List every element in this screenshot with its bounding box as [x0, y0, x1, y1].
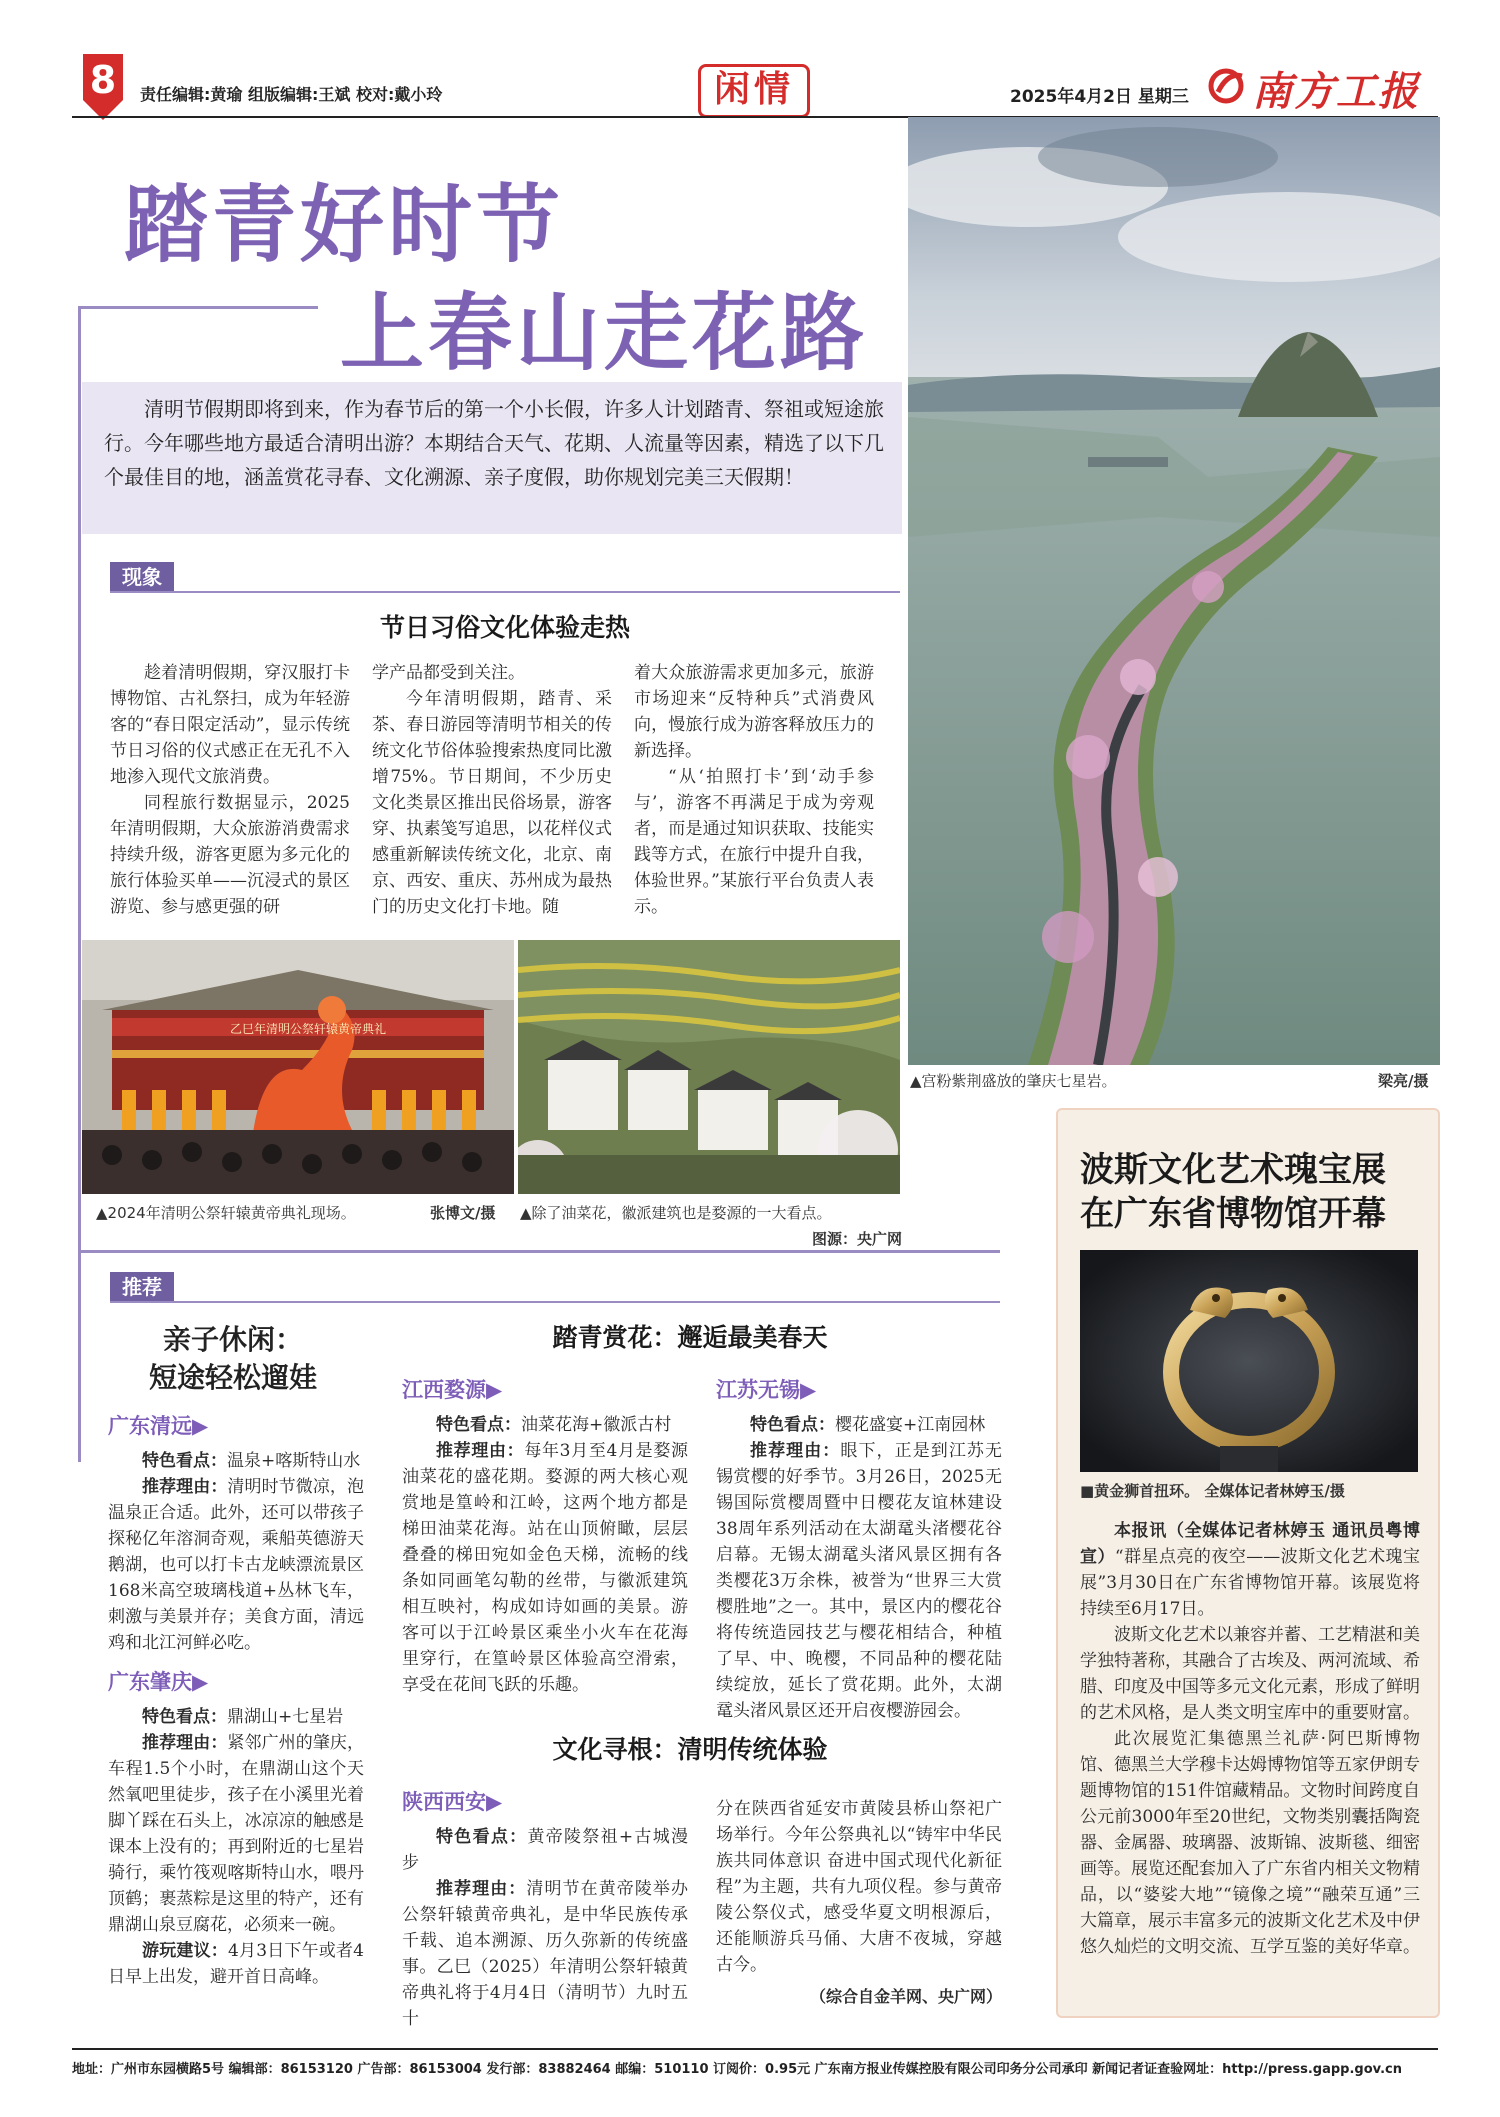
tip-label: 游玩建议：	[142, 1941, 228, 1961]
xian-block-continued	[716, 1796, 1002, 2010]
sidebar-title-line1: 波斯文化艺术瑰宝展	[1080, 1150, 1386, 1190]
section-tag-recommend: 推荐	[110, 1272, 174, 1302]
paragraph: 同程旅行数据显示，2025年清明假期，大众旅游消费需求持续升级，游客更愿为多元化的旅行体验买单——沉浸式的景区游览、参与感更强的研	[110, 793, 350, 917]
wuyuan-reason: 每年3月至4月是婺源油菜花的盛花期。婺源的两大核心观赏地是篁岭和江岭，这两个地方都是梯田油菜花海。站在山顶俯瞰，层层叠叠的梯田宛如金色天梯，流畅的线条如同画笔勾勒的丝带，与徽派建筑相互映衬，构成如诗如画的美景。游客可以于江岭景区乘坐小火车在花海里穿行，在篁岭景区体验高空滑索，享受在花间飞跃的乐趣。	[402, 1441, 688, 1695]
wuyuan-feature: 油菜花海+徽派古村	[521, 1415, 672, 1435]
main-title-line2: 上春山走花路	[340, 283, 869, 382]
sidebar-lead: “群星点亮的夜空——波斯文化艺术瑰宝展”3月30日在广东省博物馆开幕。该展览将持续至6月17日。	[1080, 1547, 1420, 1619]
ceremony-photo	[82, 940, 514, 1194]
family-title-line2: 短途轻松遛娃	[148, 1361, 317, 1394]
title-frame-bottom	[78, 1250, 1000, 1253]
paragraph: “从‘拍照打卡’到‘动手参与’，游客不再满足于成为旁观者，而是通过知识获取、技能实践等方式，在旅行中提升自我，体验世界。”某旅行平台负责人表示。	[634, 767, 874, 917]
reason-label: 推荐理由：	[142, 1477, 228, 1497]
paragraph: 趁着清明假期，穿汉服打卡博物馆、古礼祭扫，成为年轻游客的“春日限定活动”，显示传统节日习俗的仪式感正在无孔不入地渗入现代文旅消费。	[110, 663, 350, 787]
page-number-badge	[80, 52, 126, 122]
footer-info: 地址：广州市东园横路5号 编辑部：86153120 广告部：86153004 发行部：83882464 邮编：510110 订阅价：0.95元 广东南方报业传媒控股有限公司印务分公司承印 新闻记者证查验网址：http://press.gapp.gov.cn	[72, 2062, 1402, 2077]
section-rule-phenomenon	[110, 591, 900, 593]
feature-label: 特色看点：	[436, 1415, 521, 1435]
intro-box	[82, 382, 902, 534]
masthead-emblem-icon	[1208, 64, 1248, 108]
zhaoqing-tip: 4月3日下午或者4日早上出发，避开首日高峰。	[108, 1941, 364, 1987]
zhaoqing-feature: 鼎湖山+七星岩	[227, 1707, 344, 1727]
region-xian: 陕西西安▶	[402, 1790, 503, 1814]
sidebar-paragraph-2: 波斯文化艺术以兼容并蓄、工艺精湛和美学独特著称，其融合了古埃及、两河流域、希腊、印度及中国等多元文化元素，形成了鲜明的艺术风格，是人类文明宝库中的重要财富。	[1080, 1625, 1420, 1723]
ceremony-credit: 张博文/摄	[430, 1204, 496, 1222]
title-frame-top	[78, 306, 318, 309]
wuyuan-village-image	[518, 940, 900, 1194]
intro-text: 清明节假期即将到来，作为春节后的第一个小长假，许多人计划踏青、祭祖或短途旅行。今年哪些地方最适合清明出游？本期结合天气、花期、人流量等因素，精选了以下几个最佳目的地，涵盖赏花寻春、文化溯源、亲子度假，助你规划完美三天假期！	[104, 397, 884, 489]
phenomenon-headline: 节日习俗文化体验走热	[379, 613, 630, 642]
qixingyan-caption: ▲宫粉紫荆盛放的肇庆七星岩。	[910, 1072, 1117, 1090]
masthead-title: 南方工报	[1252, 68, 1420, 115]
qixingyan-photo	[908, 117, 1440, 1065]
section-rule-recommend	[110, 1301, 1000, 1303]
issue-date: 2025年4月2日 星期三	[1010, 87, 1189, 107]
xian-feature: 黄帝陵祭祖+古城漫步	[402, 1827, 689, 1873]
golden-lion-bracelet-image	[1080, 1250, 1418, 1472]
wuyuan-photo	[518, 940, 900, 1194]
feature-label: 特色看点：	[142, 1707, 227, 1727]
xian-reason: 清明节在黄帝陵举办公祭轩辕黄帝典礼，是中华民族传承千载、追本溯源、历久弥新的传统盛事。乙巳（2025）年清明公祭轩辕黄帝典礼将于4月4日（清明节）九时五十	[402, 1879, 689, 2029]
wuxi-feature: 樱花盛宴+江南园林	[835, 1415, 986, 1435]
wuxi-reason: 眼下，正是到江苏无锡赏樱的好季节。3月26日，2025无锡国际赏樱周暨中日樱花友谊林建设38周年系列活动在太湖鼋头渚樱花谷启幕。无锡太湖鼋头渚风景区拥有各类樱花3万余株，被誉为“世界三大赏樱胜地”之一。其中，景区内的樱花谷将传统造园技艺与樱花相结合，种植了早、中、晚樱，不同品种的樱花陆续绽放，延长了赏花期。此外，太湖鼋头渚风景区还开启夜樱游园会。	[716, 1441, 1003, 1721]
zhaoqing-block	[108, 1704, 364, 1990]
sidebar-article	[1080, 1518, 1420, 1960]
region-qingyuan: 广东清远▶	[108, 1414, 209, 1438]
qixingyan-credit: 梁亮/摄	[1378, 1072, 1429, 1090]
feature-label: 特色看点：	[142, 1451, 227, 1471]
reason-label: 推荐理由：	[436, 1441, 525, 1461]
wuyuan-block	[402, 1412, 688, 1698]
culture-headline: 文化寻根：清明传统体验	[552, 1735, 828, 1764]
title-frame-left	[78, 306, 81, 1462]
wuyuan-caption: ▲除了油菜花，徽派建筑也是婺源的一大看点。	[520, 1204, 832, 1222]
page-number: 8	[89, 58, 117, 102]
footer-rule	[72, 2048, 1438, 2050]
phenomenon-col3	[634, 660, 874, 920]
qingyuan-feature: 温泉+喀斯特山水	[227, 1451, 361, 1471]
sidebar-title-line2: 在广东省博物馆开幕	[1080, 1194, 1386, 1234]
ceremony-banner-text: 乙巳年清明公祭轩辕黄帝典礼	[229, 1022, 386, 1036]
recommend-source: （综合自金羊网、央广网）	[809, 1987, 1002, 2006]
qingyuan-reason: 清明时节微凉，泡温泉正合适。此外，还可以带孩子探秘亿年溶洞奇观，乘船英德游天鹅湖，也可以打卡古龙峡漂流景区168米高空玻璃栈道+丛林飞车，刺激与美景并存；美食方面，清远鸡和北江河鲜必吃。	[108, 1477, 365, 1653]
sidebar-lead-bold: 本报讯（全媒体记者林婷玉 通讯员粤博宣）	[1080, 1521, 1420, 1567]
bracelet-caption: ■黄金狮首扭环。 全媒体记者林婷玉/摄	[1080, 1482, 1345, 1500]
masthead-logo	[1208, 60, 1438, 115]
reason-label: 推荐理由：	[142, 1733, 228, 1753]
flowers-headline: 踏青赏花：邂逅最美春天	[552, 1323, 828, 1352]
wuyuan-credit: 图源：央广网	[812, 1230, 903, 1248]
phenomenon-col1	[110, 660, 350, 920]
section-name-badge: 闲情	[698, 64, 810, 118]
paragraph: 今年清明假期，踏青、采茶、春日游园等清明节相关的传统文化节俗体验搜索热度同比激增75%。节日期间，不少历史文化类景区推出民俗场景，游客穿、执素笺写追思，以花样仪式感重新解读传统文化，北京、南京、西安、重庆、苏州成为最热门的历史文化打卡地。随	[372, 689, 612, 917]
paragraph-continued: 学产品都受到关注。	[372, 663, 525, 683]
feature-label: 特色看点：	[436, 1827, 528, 1847]
main-title-line1: 踏青好时节	[124, 175, 565, 274]
ceremony-image	[82, 940, 514, 1194]
qingyuan-block	[108, 1448, 364, 1656]
bracelet-photo	[1080, 1250, 1418, 1472]
family-title-line1: 亲子休闲：	[162, 1323, 303, 1356]
phenomenon-col2	[372, 660, 612, 920]
region-wuyuan: 江西婺源▶	[402, 1378, 503, 1402]
feature-label: 特色看点：	[750, 1415, 835, 1435]
wuxi-block	[716, 1412, 1002, 1724]
ceremony-caption: ▲2024年清明公祭轩辕黄帝典礼现场。	[96, 1204, 356, 1222]
sidebar-paragraph-3: 此次展览汇集德黑兰礼萨·阿巴斯博物馆、德黑兰大学穆卡达姆博物馆等五家伊朗专题博物馆的151件馆藏精品。文物时间跨度自公元前3000年至20世纪，文物类别囊括陶瓷器、金属器、玻璃器、波斯锦、波斯毯、细密画等。展览还配套加入了广东省内相关文物精品，以“婆娑大地”“镜像之境”“融荣互通”三大篇章，展示丰富多元的波斯文化艺术及中伊悠久灿烂的文明交流、互学互鉴的美好华章。	[1080, 1729, 1420, 1957]
xian-block	[402, 1824, 688, 2032]
zhaoqing-reason: 紧邻广州的肇庆，车程1.5个小时，在鼎湖山这个天然氧吧里徒步，孩子在小溪里光着脚丫踩在石头上，冰凉凉的触感是课本上没有的；再到附近的七星岩骑行，乘竹筏观喀斯特山水，喂丹顶鹤；裹蒸粽是这里的特产，还有鼎湖山泉豆腐花，必须来一碗。	[108, 1733, 365, 1935]
paragraph-continued: 着大众旅游需求更加多元，旅游市场迎来“反特种兵”式消费风向，慢旅行成为游客释放压力的新选择。	[634, 663, 874, 761]
xian-reason-continued: 分在陕西省延安市黄陵县桥山祭祀广场举行。今年公祭典礼以“铸牢中华民族共同体意识 奋进中国式现代化新征程”为主题，共有九项仪程。参与黄帝陵公祭仪式，感受华夏文明根源后，还能顺游兵马俑、大唐不夜城，穿越古今。	[716, 1799, 1002, 1975]
region-zhaoqing: 广东肇庆▶	[108, 1670, 209, 1694]
editor-credits: 责任编辑:黄瑜 组版编辑:王斌 校对:戴小玲	[140, 85, 443, 104]
region-wuxi: 江苏无锡▶	[716, 1378, 817, 1402]
qixingyan-aerial-image	[908, 117, 1440, 1065]
reason-label: 推荐理由：	[436, 1879, 527, 1899]
reason-label: 推荐理由：	[750, 1441, 841, 1461]
section-tag-phenomenon: 现象	[110, 562, 174, 592]
